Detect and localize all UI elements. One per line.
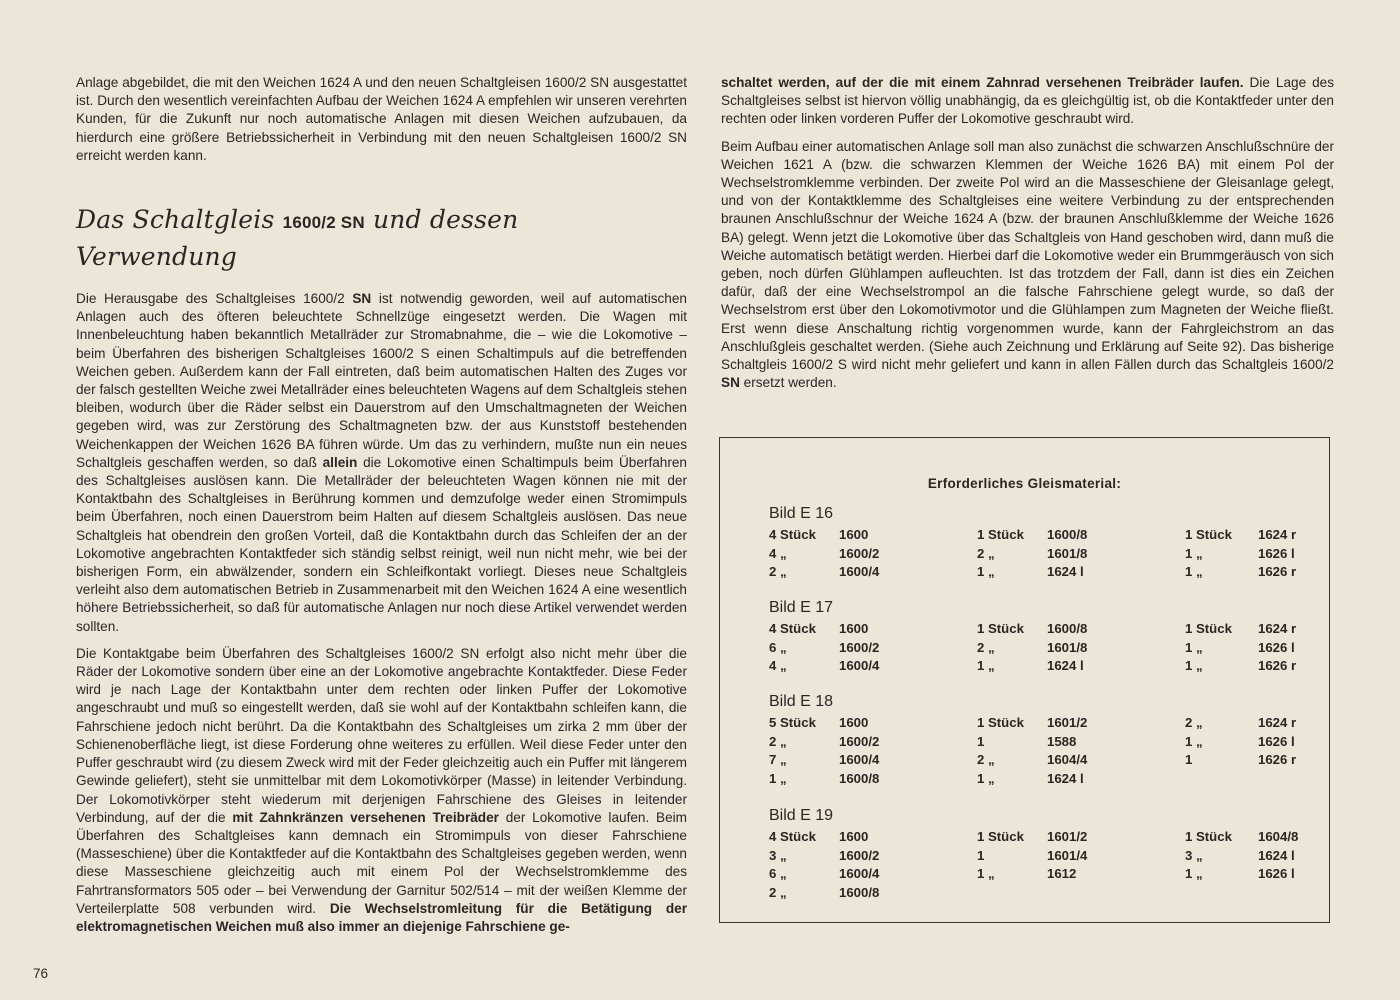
group-title: Bild E 16 bbox=[769, 505, 834, 522]
material-row bbox=[769, 848, 1309, 867]
group-title: Bild E 19 bbox=[769, 807, 834, 824]
paragraph-setup bbox=[721, 138, 1334, 393]
paragraph-continuation bbox=[721, 74, 1334, 129]
article-cell: 1624 r bbox=[1258, 715, 1297, 730]
article-cell: 1624 l bbox=[1047, 770, 1084, 786]
text-run: ist notwendig geworden, weil auf automatischen Anlagen auch des öfteren beleuchtete Schnellzüge eingesetzt werden. Die Wagen mit Innenbeleuchtung haben bekanntlich Metallräder zur Stromabnahme, die – wie die Lokomotive – beim Überfahren des bisherigen Schaltgleises 1600/2 S einen Schaltimpuls auf die betreffenden Weichen geben. Außerdem kann der Fall eintreten, daß beim automatischen Halten des Zuges vor der falsch gestellten Weiche zwei Metallräder eines beleuchteten Wagens auf dem Schaltgleis stehen bleiben, wodurch über die Räder selbst ein Dauerstrom auf den Umschaltmagneten der Weichen gegeben wird, was zur Zerstörung des Schaltmagneten bzw. der aus Kunststoff bestehenden Weichenkappen der Weichen 1626 BA führen würde. Um das zu verhindern, mußte nun ein neues Schaltgleis geschaffen werden, so daß bbox=[76, 291, 687, 470]
quantity-cell: 2 „ bbox=[977, 639, 995, 655]
article-cell: 1600/8 bbox=[1047, 527, 1088, 542]
right-column bbox=[721, 74, 1334, 392]
bold-run: allein bbox=[322, 454, 358, 470]
material-box-title: Erforderliches Gleismaterial: bbox=[927, 476, 1122, 491]
quantity-cell: 1 Stück bbox=[977, 829, 1024, 844]
article-cell: 1600 bbox=[839, 621, 869, 636]
group-title: Bild E 17 bbox=[769, 599, 834, 616]
article-cell: 1588 bbox=[1047, 733, 1077, 749]
quantity-cell: 1 „ bbox=[1185, 639, 1203, 655]
quantity-cell: 1 bbox=[1185, 752, 1193, 767]
bold-run: SN bbox=[721, 375, 740, 391]
article-cell: 1600/8 bbox=[1047, 621, 1088, 636]
quantity-cell: 4 Stück bbox=[769, 829, 816, 844]
group-title: Bild E 18 bbox=[769, 693, 834, 710]
material-group bbox=[769, 598, 1309, 677]
quantity-cell: 1 Stück bbox=[1185, 527, 1232, 542]
quantity-cell: 4 „ bbox=[769, 658, 787, 673]
quantity-cell: 2 „ bbox=[1185, 715, 1203, 730]
material-row bbox=[769, 829, 1309, 848]
material-row bbox=[769, 621, 1309, 640]
material-box bbox=[719, 437, 1330, 923]
article-cell: 1624 r bbox=[1258, 527, 1297, 542]
article-cell: 1601/2 bbox=[1047, 829, 1088, 844]
quantity-cell: 4 Stück bbox=[769, 621, 816, 636]
paragraph-2 bbox=[76, 645, 687, 936]
quantity-cell: 1 Stück bbox=[977, 621, 1024, 636]
text-run: Die Kontaktgabe beim Überfahren des Schaltgleises 1600/2 SN erfolgt also nicht mehr über die Räder der Lokomotive sondern über eine an der Lokomotive angebrachte Kontaktfeder. Diese Feder wird je nach Lage der Kontaktbahn unter dem rechten oder linken Puffer der Lokomotive angeschraubt und muß so eingestellt werden, daß sie wohl auf der Kontaktbahn schleifen kann, die Fahrschiene jedoch nicht berührt. Da die Kontaktbahn des Schaltgleises um zirka 2 mm über der Schienenoberfläche liegt, ist diese Forderung ohne weiteres zu erfüllen. Weil diese Feder unter den Puffer geschraubt wird (zu diesem Zweck wird mit der Feder gleichzeitig auch ein Puffer mit längerem Gewinde geliefert), steht sie unmittelbar mit dem Lokomotivkörper (Masse) in leitender Verbindung. Der Lokomotivkörper steht wiederum mit derjenigen Fahrschiene des Gleises in leitender Verbindung, auf der die bbox=[76, 645, 687, 825]
article-cell: 1600/2 bbox=[839, 733, 880, 749]
material-row bbox=[769, 527, 1309, 546]
quantity-cell: 1 „ bbox=[769, 770, 787, 786]
bold-run: SN bbox=[352, 291, 372, 307]
quantity-cell: 4 „ bbox=[769, 545, 787, 561]
article-cell: 1600/8 bbox=[839, 770, 880, 786]
left-column bbox=[76, 74, 687, 936]
quantity-cell: 2 „ bbox=[977, 752, 995, 767]
quantity-cell: 5 Stück bbox=[769, 715, 816, 730]
article-cell: 1600 bbox=[839, 527, 869, 542]
quantity-cell: 1 „ bbox=[977, 658, 995, 673]
page-number: 76 bbox=[33, 966, 49, 981]
material-row bbox=[769, 546, 1309, 565]
article-cell: 1601/8 bbox=[1047, 639, 1088, 655]
article-cell: 1600/4 bbox=[839, 866, 880, 881]
article-cell: 1601/4 bbox=[1047, 847, 1088, 863]
quantity-cell: 6 „ bbox=[769, 639, 787, 655]
paragraph-1 bbox=[76, 290, 687, 636]
bold-run: Die Wechselstromleitung für die Betätigung der elektromagnetischen Weichen muß also immer an diejenige Fahrschiene ge- bbox=[76, 900, 687, 934]
quantity-cell: 1 Stück bbox=[977, 715, 1024, 730]
text-run: Beim Aufbau einer automatischen Anlage soll man also zunächst die schwarzen Anschlußschnüre der Weichen 1621 A (bzw. die schwarzen Klemmen der Weiche 1626 BA) mit einem Pol der Wechselstromklemme verbinden. Der zweite Pol wird an die Masseschiene der Gleisanlage gelegt, und von der Kontaktklemme des Schaltgleises eine weitere Verbindung zu der entsprechenden braunen Anschlußschnur der Weiche 1624 A (bzw. der braunen Anschlußklemme der Weiche 1626 BA) gelegt. Wenn jetzt die Lokomotive über das Schaltgleis von Hand geschoben wird, dann muß die Weiche automatisch betätigt werden. Hierbei darf die Lokomotive weder ein Brummgeräusch von sich geben, noch dürfen Glühlampen aufleuchten. Ist das trotzdem der Fall, dann ist dies ein Zeichen dafür, daß der eine Wechselstrompol an die falsche Fahrschiene gelegt wurde, so daß der Wechselstrom erst über den Lokomotivmotor und die Glühlampen zum Magneten der Weiche fließt. Erst wenn diese Anschaltung richtig vorgenommen wurde, kann der Fahrgleichstrom an das Anschlußgleis geschaltet werden. (Siehe auch Zeichnung und Erklärung auf Seite 92). Das bisherige Schaltgleis 1600/2 S wird nicht mehr geliefert und kann in allen Fällen durch das Schaltgleis 1600/2 bbox=[721, 138, 1334, 373]
article-cell: 1626 l bbox=[1258, 866, 1295, 881]
material-row bbox=[769, 715, 1309, 734]
material-group bbox=[769, 692, 1309, 789]
material-row bbox=[769, 564, 1309, 583]
quantity-cell: 1 „ bbox=[1185, 545, 1203, 561]
article-cell: 1624 l bbox=[1258, 847, 1295, 863]
article-cell: 1600/2 bbox=[839, 847, 880, 863]
article-cell: 1624 l bbox=[1047, 658, 1084, 673]
bold-run: schaltet werden, auf der die mit einem Zahnrad versehenen Treibräder laufen. bbox=[721, 75, 1244, 90]
text-run: Die Herausgabe des Schaltgleises 1600/2 bbox=[76, 291, 353, 307]
article-cell: 1624 r bbox=[1258, 621, 1297, 636]
paragraph-intro: Anlage abgebildet, die mit den Weichen 1624 A und den neuen Schaltgleisen 1600/2 SN ausgestattet ist. Durch den wesentlich vereinfachten Aufbau der Weichen 1624 A empfehlen wir unseren verehrten Kunden, für die Zukunft nur noch automatische Anlagen mit diesen Weichen aufzubauen, da hierdurch eine größere Betriebssicherheit in Verbindung mit den neuen Schaltgleisen 1600/2 SN erreicht werden kann. bbox=[76, 75, 687, 163]
quantity-cell: 1 „ bbox=[977, 866, 995, 881]
quantity-cell: 1 Stück bbox=[977, 527, 1024, 542]
article-cell: 1601/2 bbox=[1047, 715, 1088, 730]
article-cell: 1600/2 bbox=[839, 639, 880, 655]
material-group bbox=[769, 504, 1309, 583]
article-cell: 1626 l bbox=[1258, 639, 1295, 655]
article-cell: 1600/4 bbox=[839, 658, 880, 673]
article-cell: 1612 bbox=[1047, 866, 1077, 881]
quantity-cell: 1 „ bbox=[1185, 658, 1203, 673]
article-cell: 1600 bbox=[839, 829, 869, 844]
article-cell: 1600/2 bbox=[839, 545, 880, 561]
material-row bbox=[769, 885, 1309, 904]
article-cell: 1600 bbox=[839, 715, 869, 730]
quantity-cell: 2 „ bbox=[769, 884, 787, 900]
quantity-cell: 7 „ bbox=[769, 752, 787, 767]
text-run: der Lokomotive laufen. Beim Überfahren des Schaltgleises kann demnach ein Stromimpuls von dieser Fahrschiene (Masseschiene) über die Kontaktfeder auf die Kontaktbahn des Schaltgleises gegeben werden, wenn diese Masseschiene gleichzeitig auch mit einem Pol der Wechselstromklemme des Fahrtransformators 505 oder – bei Verwendung der Garnitur 502/514 – mit der weißen Klemme der Verteilerplatte 508 verbunden wird. bbox=[76, 809, 687, 916]
heading-part-b: 1600/2 SN bbox=[282, 213, 365, 233]
section-heading bbox=[76, 203, 687, 274]
material-row bbox=[769, 866, 1309, 885]
quantity-cell: 6 „ bbox=[769, 866, 787, 881]
article-cell: 1601/8 bbox=[1047, 545, 1088, 561]
quantity-cell: 1 „ bbox=[1185, 564, 1203, 579]
quantity-cell: 1 „ bbox=[977, 770, 995, 786]
quantity-cell: 2 „ bbox=[769, 564, 787, 579]
material-row bbox=[769, 640, 1309, 659]
quantity-cell: 1 Stück bbox=[1185, 621, 1232, 636]
heading-part-c: und dessen Verwendung bbox=[76, 205, 519, 272]
quantity-cell: 2 „ bbox=[769, 733, 787, 749]
article-cell: 1624 l bbox=[1047, 564, 1084, 579]
article-cell: 1604/4 bbox=[1047, 752, 1088, 767]
article-cell: 1600/4 bbox=[839, 564, 880, 579]
quantity-cell: 1 Stück bbox=[1185, 829, 1232, 844]
article-cell: 1626 r bbox=[1258, 752, 1297, 767]
text-run: die Lokomotive einen Schaltimpuls beim Überfahren des Schaltgleises auslösen kann. Die Metallräder der beleuchteten Wagen können nie mit der Kontaktbahn des Schaltgleises in Berührung kommen und demzufolge weder einen Stromimpuls beim Überfahren, noch einen Dauerstrom beim Halten auf diesem Schaltgleis auslösen. Das neue Schaltgleis hat obendrein den großen Vorteil, daß die Kontaktbahn durch das Schleifen der an der Lokomotive angebrachten Kontaktfeder sich ständig selbst reinigt, weil nun nicht mehr, wie bei der bisherigen Form, ein abwälzender, sondern ein Schleifkontakt vorliegt. Dieses neue Schaltgleis verleiht also dem automatischen Betrieb in Zusammenarbeit mit den Weichen 1624 A eine wesentlich höhere Betriebssicherheit, so daß für automatische Anlagen nur noch diese Artikel verwendet werden sollten. bbox=[76, 454, 687, 634]
article-cell: 1626 r bbox=[1258, 564, 1297, 579]
material-row bbox=[769, 752, 1309, 771]
quantity-cell: 4 Stück bbox=[769, 527, 816, 542]
material-row bbox=[769, 658, 1309, 677]
quantity-cell: 3 „ bbox=[769, 847, 787, 863]
quantity-cell: 3 „ bbox=[1185, 847, 1203, 863]
material-group bbox=[769, 806, 1309, 903]
article-cell: 1600/8 bbox=[839, 884, 880, 900]
article-cell: 1626 r bbox=[1258, 658, 1297, 673]
text-run: ersetzt werden. bbox=[739, 375, 837, 391]
article-cell: 1604/8 bbox=[1258, 829, 1299, 844]
bold-run: mit Zahnkränzen versehenen Treibräder bbox=[232, 809, 499, 825]
quantity-cell: 2 „ bbox=[977, 545, 995, 561]
material-row bbox=[769, 771, 1309, 790]
article-cell: 1626 l bbox=[1258, 545, 1295, 561]
text-run: Die Lage des Schaltgleises selbst ist hiervon völlig unabhängig, da es gleichgültig ist, ob die Kontaktfeder unter den rechten oder linken vorderen Puffer der Lokomotive geschraubt wird. bbox=[721, 75, 1334, 127]
article-cell: 1626 l bbox=[1258, 733, 1295, 749]
quantity-cell: 1 „ bbox=[1185, 733, 1203, 749]
heading-part-a: Das Schaltgleis bbox=[76, 205, 283, 235]
quantity-cell: 1 „ bbox=[1185, 866, 1203, 881]
quantity-cell: 1 bbox=[977, 733, 985, 749]
quantity-cell: 1 bbox=[977, 847, 985, 863]
material-row bbox=[769, 734, 1309, 753]
quantity-cell: 1 „ bbox=[977, 564, 995, 579]
article-cell: 1600/4 bbox=[839, 752, 880, 767]
